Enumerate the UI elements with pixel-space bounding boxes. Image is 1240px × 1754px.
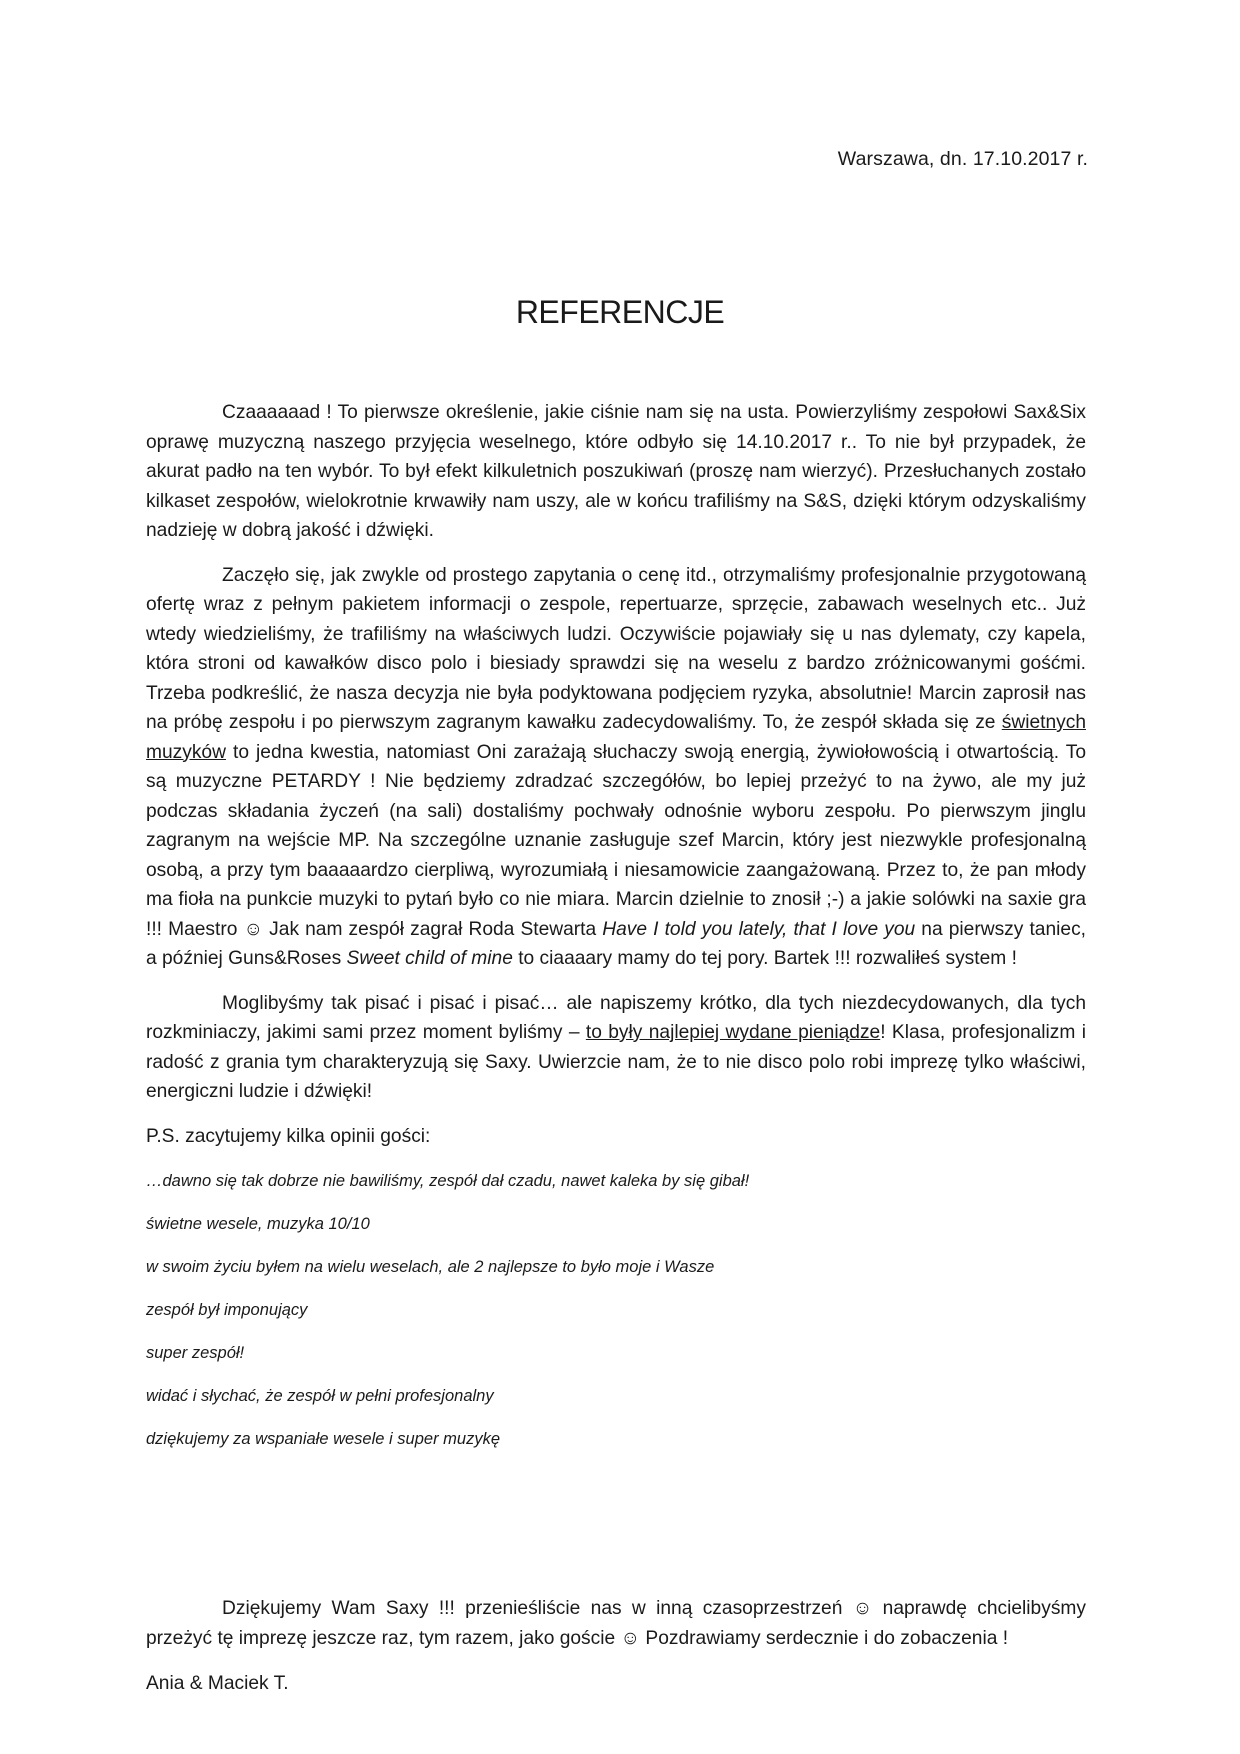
paragraph-3-underlined: to były najlepiej wydane pieniądze [585,1022,881,1043]
song-title-2: Sweet child of mine [346,948,513,969]
paragraph-2-part-1: Zaczęło się, jak zwykle od prostego zapytania o cenę itd., otrzymaliśmy profesjonalnie przygotowaną ofertę wraz z pełnym pakietem informacji o zespole, repertuarze, sprzęcie, zabawach weselnych etc.. Już wtedy wiedzieliśmy, że trafiliśmy na właściwych ludzi. Oczywiście pojawiały się u nas dylematy, czy kapela, która stroni od kawałków disco polo i biesiady sprawdzi się na weselu z bardzo zróżnicowanymi gośćmi. Trzeba podkreślić, że nasza decyzja nie była podyktowana podjęciem ryzyka, absolutnie! Marcin zaprosił nas na próbę zespołu i po pierwszym zagranym kawałku zadecydowaliśmy. To, że zespół składa się ze [146,564,1086,733]
letter-body [146,398,1086,1470]
guest-quote: …dawno się tak dobrze nie bawiliśmy, zespół dał czadu, nawet kaleka by się gibał! [146,1172,750,1190]
paragraph-2 [146,561,1086,974]
guest-quote: w swoim życiu byłem na wielu weselach, ale 2 najlepsze to było moje i Wasze [146,1258,715,1276]
guest-quotes-list [146,1169,1086,1451]
paragraph-2-part-2: to jedna kwestia, natomiast Oni zarażają słuchaczy swoją energią, żywiołowością i otwartością. To są muzyczne PETARDY ! Nie będziemy zdradzać szczegółów, bo lepiej przeżyć to na żywo, ale my już podczas składania życzeń (na sali) dostaliśmy pochwały odnośnie wyboru zespołu. Po pierwszym jinglu zagranym na wejście MP. Na szczególne uznanie zasługuje szef Marcin, który jest niezwykle profesjonalną osobą, a przy tym baaaaardzo cierpliwą, wyrozumiałą i niesamowicie zaangażowaną. Przez to, że pan młody ma fioła na punkcie muzyki to pytań było co nie miara. Marcin dzielnie to znosił ;-) a jakie solówki na saxie gra !!! Maestro ☺ Jak nam zespół zagrał Roda Stewarta [146,741,1086,940]
closing-section [146,1594,1086,1699]
date-line: Warszawa, dn. 17.10.2017 r. [837,148,1088,170]
signature: Ania & Maciek T. [146,1673,289,1694]
paragraph-1-lead: Czaaaaaad ! [222,402,332,423]
ps-intro: P.S. zacytujemy kilka opinii gości: [146,1125,431,1147]
guest-quote: dziękujemy za wspaniałe wesele i super muzykę [146,1430,500,1448]
paragraph-3 [146,989,1086,1107]
guest-quote: świetne wesele, muzyka 10/10 [146,1215,370,1233]
paragraph-1-text: To pierwsze określenie, jakie ciśnie nam się na usta. Powierzyliśmy zespołowi Sax&Six oprawę muzyczną naszego przyjęcia weselnego, które odbyło się 14.10.2017 r.. To nie był przypadek, że akurat padło na ten wybór. To był efekt kilkuletnich poszukiwań (proszę nam wierzyć). Przesłuchanych zostało kilkaset zespołów, wielokrotnie krwawiły nam uszy, ale w końcu trafiliśmy na S&S, dzięki którym odzyskaliśmy nadzieję w dobrą jakość i dźwięki. [146,402,1086,541]
song-title-1: Have I told you lately, that I love you [602,918,916,940]
paragraph-2-part-4: to ciaaaary mamy do tej pory. Bartek !!! rozwaliłeś system ! [512,948,1017,969]
document-title: REFERENCJE [515,294,725,330]
closing-paragraph: Dziękujemy Wam Saxy !!! przenieśliście nas w inną czasoprzestrzeń ☺ naprawdę chcielibyśmy przeżyć tę imprezę jeszcze raz, tym razem, jako goście ☺ Pozdrawiamy serdecznie i do zobaczenia ! [146,1598,1086,1649]
paragraph-3-part-1: Moglibyśmy tak pisać i pisać i pisać… ale napiszemy krótko, dla tych niezdecydowanych, dla tych rozkminiaczy, jakimi sami przez moment byliśmy – [146,992,1086,1043]
guest-quote: super zespół! [146,1344,245,1362]
paragraph-2-part-3: na pierwszy taniec, a później Guns&Roses [146,918,1086,969]
guest-quote: zespół był imponujący [146,1301,308,1319]
paragraph-1 [146,398,1086,546]
paragraph-2-underlined: świetnych muzyków [146,712,1086,763]
paragraph-3-part-2: ! Klasa, profesjonalizm i radość z grania tym charakteryzują się Saxy. Uwierzcie nam, że to nie disco polo robi imprezę tylko właściwi, energiczni ludzie i dźwięki! [146,1022,1086,1102]
guest-quote: widać i słychać, że zespół w pełni profesjonalny [146,1387,494,1405]
